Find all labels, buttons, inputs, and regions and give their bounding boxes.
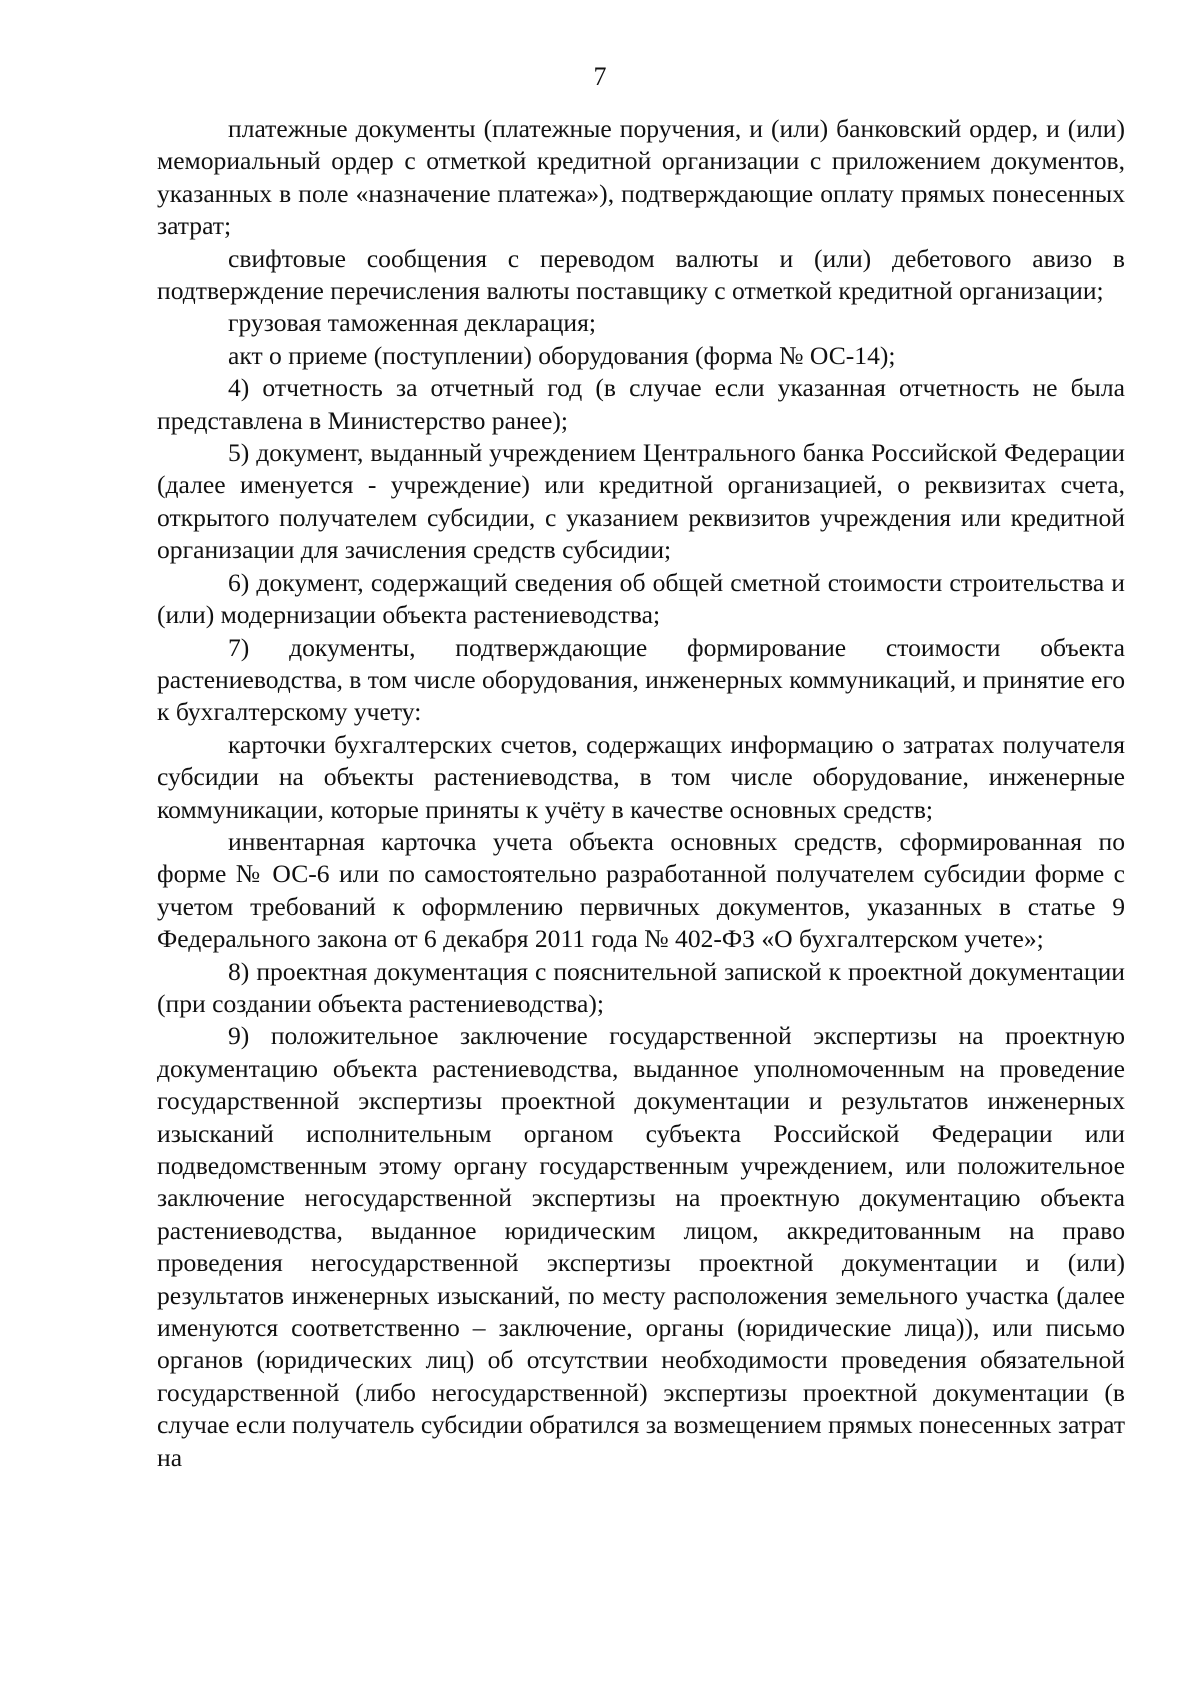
paragraph-item-8: 8) проектная документация с пояснительной запиской к проектной документации (при создании объекта растениеводства); [157,956,1125,1018]
paragraph-item-9: 9) положительное заключение государственной экспертизы на проектную документацию объекта растениеводства, выданное уполномоченным на проведение государственной экспертизы проектной документации и результатов инженерных изысканий исполнительным органом субъекта Российской Федерации или подведомственным этому органу государственным учреждением, или положительное заключение негосударственной экспертизы на проектную документацию объекта растениеводства, выданное юридическим лицом, аккредитованным на право проведения негосударственной экспертизы проектной документации и (или) результатов инженерных изысканий, по месту расположения земельного участка (далее именуются соответственно – заключение, органы (юридические лица)), или письмо органов (юридических лиц) об отсутствии необходимости проведения обязательной государственной (либо негосударственной) экспертизы проектной документации (в случае если получатель субсидии обратился за возмещением прямых понесенных затрат на [157,1021,1125,1472]
paragraph-customs-declaration: грузовая таможенная декларация; [228,308,597,338]
paragraph-payment-documents: платежные документы (платежные поручения, и (или) банковский ордер, и (или) мемориальный ордер с отметкой кредитной организации с приложением документов, указанных в поле «назначение платежа»), подтверждающие оплату прямых понесенных затрат; [157,114,1125,241]
paragraph-item-7: 7) документы, подтверждающие формирование стоимости объекта растениеводства, в том числе оборудования, инженерных коммуникаций, и принятие его к бухгалтерскому учету: [157,632,1125,727]
paragraph-account-cards: карточки бухгалтерских счетов, содержащих информацию о затратах получателя субсидии на объекты растениеводства, в том числе оборудование, инженерные коммуникации, которые приняты к учёту в качестве основных средств; [157,729,1125,824]
paragraph-swift-messages: свифтовые сообщения с переводом валюты и (или) дебетового авизо в подтверждение перечисления валюты поставщику с отметкой кредитной организации; [157,243,1125,306]
paragraph-item-4: 4) отчетность за отчетный год (в случае если указанная отчетность не была представлена в Министерство ранее); [157,373,1125,435]
paragraph-item-5: 5) документ, выданный учреждением Центрального банка Российской Федерации (далее именуется - учреждение) или кредитной организацией, о реквизитах счета, открытого получателем субсидии, с указанием реквизитов учреждения или кредитной организации для зачисления средств субсидии; [157,438,1125,565]
paragraph-item-6: 6) документ, содержащий сведения об общей сметной стоимости строительства и (или) модернизации объекта растениеводства; [157,567,1125,630]
document-body [157,113,1125,1474]
paragraph-inventory-card: инвентарная карточка учета объекта основных средств, сформированная по форме № ОС-6 или по самостоятельно разработанной получателем субсидии форме с учетом требований к оформлению первичных документов, указанных в статье 9 Федерального закона от 6 декабря 2011 года № 402-ФЗ «О бухгалтерском учете»; [157,826,1125,954]
page-number: 7 [593,62,607,91]
paragraph-equipment-act: акт о приеме (поступлении) оборудования (форма № ОС-14); [228,340,896,370]
